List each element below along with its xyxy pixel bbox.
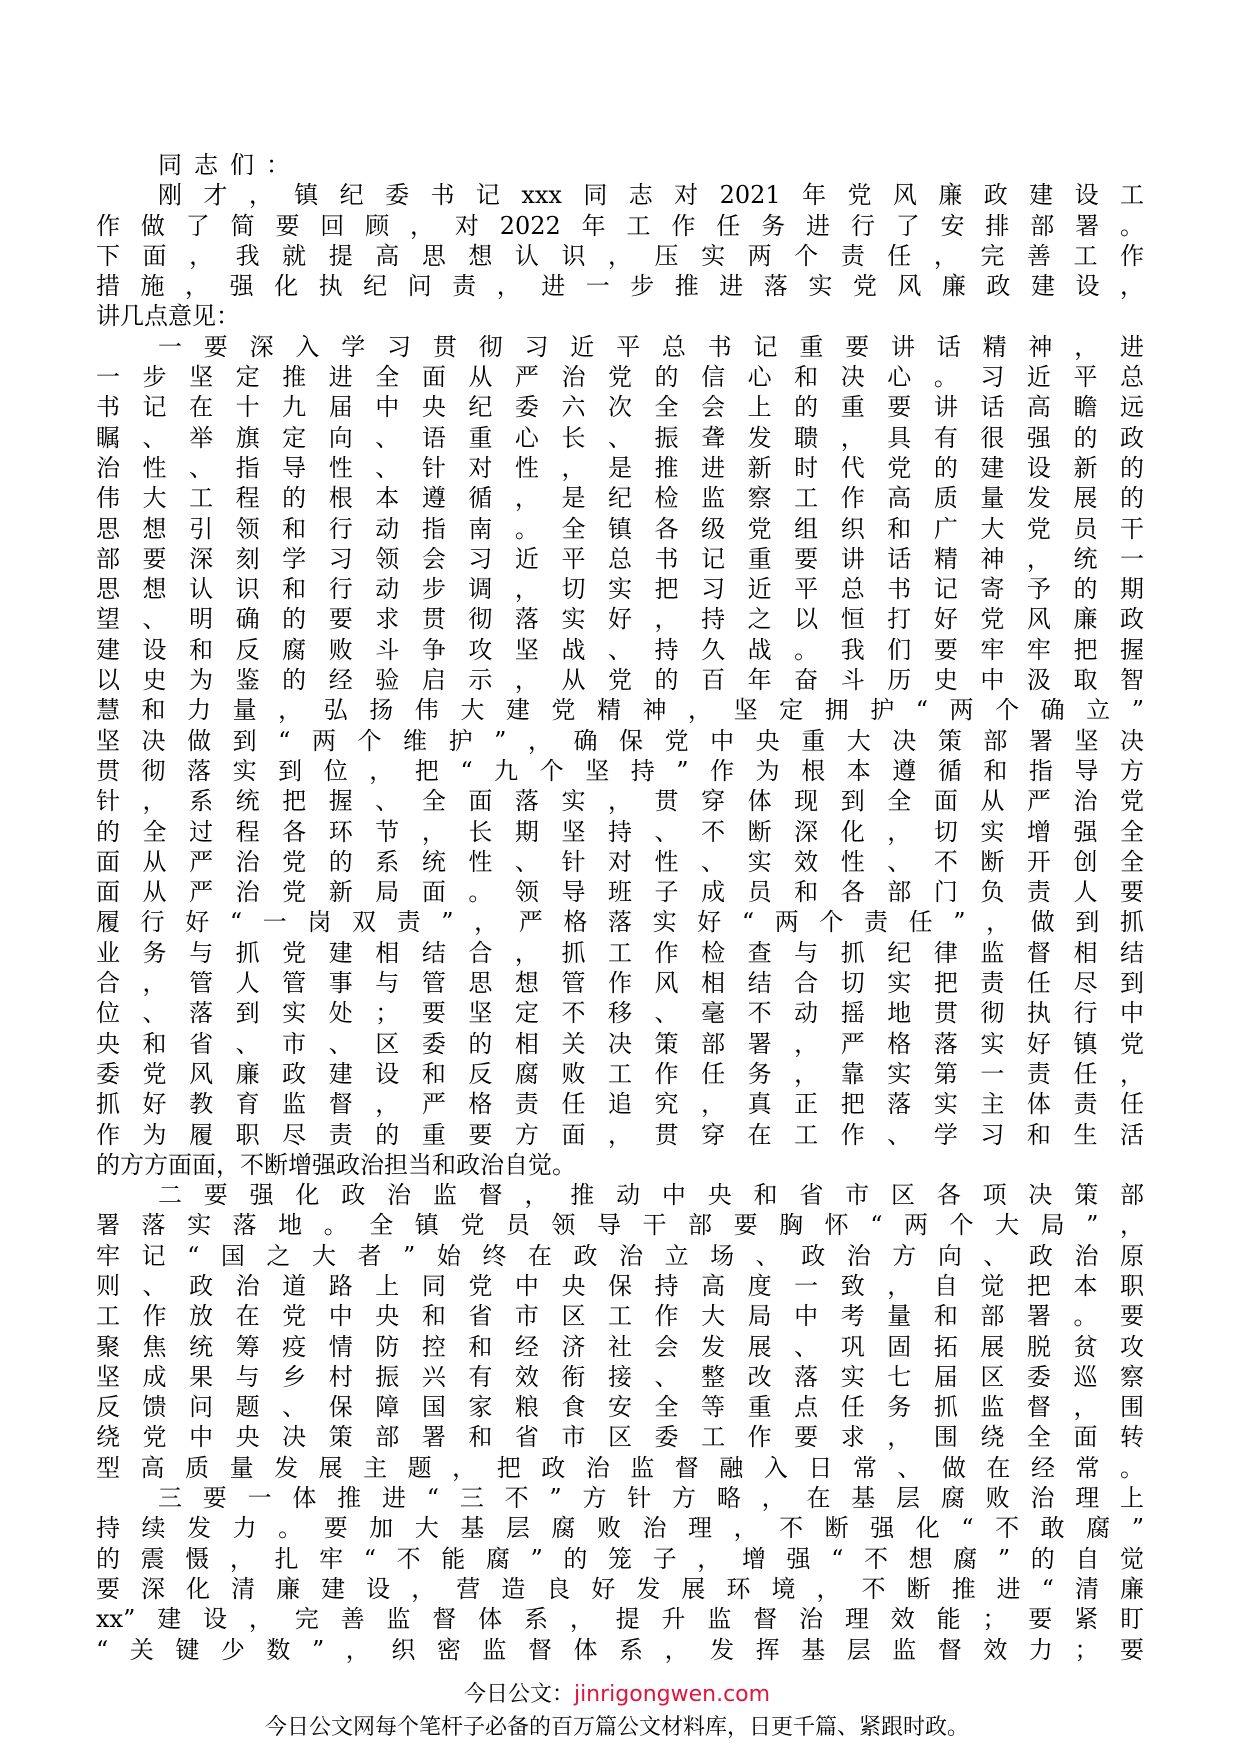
text-line: 伟大工程的根本遵循，是纪检监察工作高质量发展的 bbox=[96, 484, 1144, 513]
text-line: 要深化清廉建设，营造良好发展环境，不断推进“清廉 bbox=[96, 1574, 1144, 1603]
text-line: xx”建设，完善监督体系，提升监督治理效能；要紧盯 bbox=[96, 1605, 1144, 1634]
text-line: 持续发力。要加大基层腐败治理，不断强化“不敢腐” bbox=[96, 1514, 1144, 1543]
salutation-line: 同志们： bbox=[158, 151, 302, 179]
text-line: 建设和反腐败斗争攻坚战、持久战。我们要牢牢把握 bbox=[96, 635, 1144, 664]
text-line: 反馈问题、保障国家粮食安全等重点任务抓监督，围 bbox=[96, 1393, 1144, 1422]
text-line: 以史为鉴的经验启示，从党的百年奋斗历史中汲取智 bbox=[96, 666, 1144, 695]
text-line: 抓好教育监督，严格责任追究，真正把落实主体责任 bbox=[96, 1090, 1144, 1119]
footer-url-link[interactable]: jinrigongwen.com bbox=[573, 1682, 771, 1707]
text-line: 治性、指导性、针对性，是推进新时代党的建设新的 bbox=[96, 453, 1144, 482]
text-line: 瞩、举旗定向、语重心长、振聋发聩，具有很强的政 bbox=[96, 423, 1144, 452]
text-line: 则、政治道路上同党中央保持高度一致，自觉把本职 bbox=[96, 1271, 1144, 1300]
text-line: 型高质量发展主题，把政治监督融入日常、做在经常。 bbox=[96, 1453, 1144, 1482]
footer-brand-label: 今日公文： bbox=[463, 1682, 574, 1707]
text-line: 面从严治党新局面。领导班子成员和各部门负责人要 bbox=[96, 878, 1144, 907]
text-line: 望、明确的要求贯彻落实好，持之以恒打好党风廉政 bbox=[96, 605, 1144, 634]
text-line: 坚成果与乡村振兴有效衔接、整改落实七届区委巡察 bbox=[96, 1362, 1144, 1391]
footer-brand bbox=[0, 1677, 1234, 1708]
text-line: 聚焦统筹疫情防控和经济社会发展、巩固拓展脱贫攻 bbox=[96, 1332, 1144, 1361]
text-line: 思想引领和行动指南。全镇各级党组织和广大党员干 bbox=[96, 514, 1144, 543]
text-line: 央和省、市、区委的相关决策部署，严格落实好镇党 bbox=[96, 1029, 1144, 1058]
footer-slogan: 今日公文网每个笔杆子必备的百万篇公文材料库，日更千篇、紧跟时政。 bbox=[264, 1715, 969, 1740]
text-line: 业务与抓党建相结合，抓工作检查与抓纪律监督相结 bbox=[96, 938, 1144, 967]
text-line: 的震慑，扎牢“不能腐”的笼子，增强“不想腐”的自觉 bbox=[96, 1544, 1144, 1573]
text-line: 坚决做到“两个维护”，确保党中央重大决策部署坚决 bbox=[96, 726, 1144, 755]
text-line: 位、落到实处；要坚定不移、毫不动摇地贯彻执行中 bbox=[96, 999, 1144, 1028]
text-line: 部要深刻学习领会习近平总书记重要讲话精神，统一 bbox=[96, 544, 1144, 573]
text-line: 履行好“一岗双责”，严格落实好“两个责任”，做到抓 bbox=[96, 908, 1144, 937]
document-body bbox=[96, 150, 1144, 1665]
text-line: 一要深入学习贯彻习近平总书记重要讲话精神，进 bbox=[158, 332, 1144, 361]
text-line: 下面，我就提高思想认识，压实两个责任，完善工作 bbox=[96, 241, 1144, 270]
text-line: 牢记“国之大者”始终在政治立场、政治方向、政治原 bbox=[96, 1241, 1144, 1270]
text-line: 作做了简要回顾，对2022年工作任务进行了安排部署。 bbox=[96, 211, 1144, 240]
text-line: 针，系统把握、全面落实，贯穿体现到全面从严治党 bbox=[96, 787, 1144, 816]
text-line: 合，管人管事与管思想管作风相结合切实把责任尽到 bbox=[96, 969, 1144, 998]
text-line: 委党风廉政建设和反腐败工作任务，靠实第一责任， bbox=[96, 1059, 1144, 1088]
text-line: 慧和力量，弘扬伟大建党精神，坚定拥护“两个确立” bbox=[96, 696, 1144, 725]
text-line: “关键少数”，织密监督体系，发挥基层监督效力；要 bbox=[96, 1635, 1144, 1664]
text-line: 工作放在党中央和省市区工作大局中考量和部署。要 bbox=[96, 1302, 1144, 1331]
text-line: 绕党中央决策部署和省市区委工作要求，围绕全面转 bbox=[96, 1423, 1144, 1452]
text-line: 的全过程各环节，长期坚持、不断深化，切实增强全 bbox=[96, 817, 1144, 846]
text-line: 一步坚定推进全面从严治党的信心和决心。习近平总 bbox=[96, 363, 1144, 392]
text-line: 书记在十九届中央纪委六次全会上的重要讲话高瞻远 bbox=[96, 393, 1144, 422]
text-line: 署落实落地。全镇党员领导干部要胸怀“两个大局”， bbox=[96, 1211, 1144, 1240]
text-line: 刚才，镇纪委书记xxx同志对2021年党风廉政建设工 bbox=[158, 181, 1144, 210]
text-line: 二要强化政治监督，推动中央和省市区各项决策部 bbox=[158, 1181, 1144, 1210]
text-line: 的方方面面，不断增强政治担当和政治自觉。 bbox=[96, 1150, 576, 1179]
text-line: 贯彻落实到位，把“九个坚持”作为根本遵循和指导方 bbox=[96, 756, 1144, 785]
text-line: 思想认识和行动步调，切实把习近平总书记寄予的期 bbox=[96, 575, 1144, 604]
text-line: 讲几点意见： bbox=[96, 302, 240, 331]
text-line: 措施，强化执纪问责，进一步推进落实党风廉政建设， bbox=[96, 272, 1144, 301]
text-line: 作为履职尽责的重要方面，贯穿在工作、学习和生活 bbox=[96, 1120, 1144, 1149]
text-line: 面从严治党的系统性、针对性、实效性、不断开创全 bbox=[96, 847, 1144, 876]
text-line: 三要一体推进“三不”方针方略，在基层腐败治理上 bbox=[158, 1484, 1144, 1513]
